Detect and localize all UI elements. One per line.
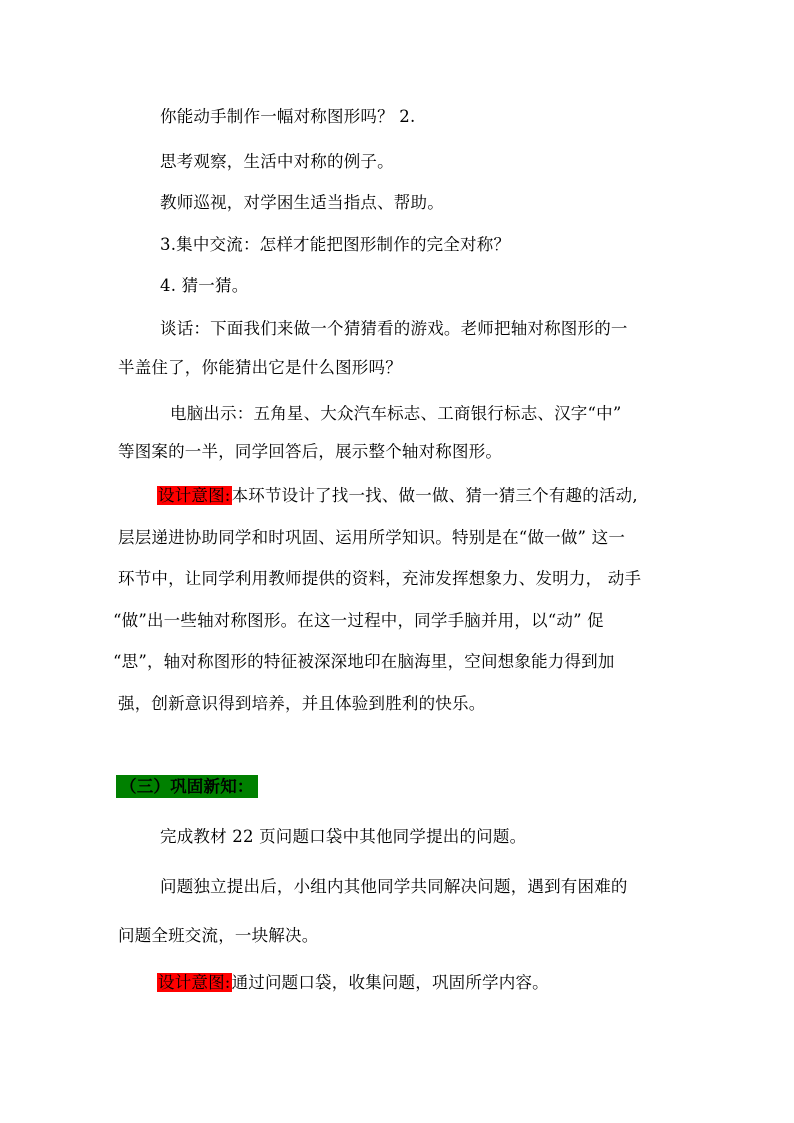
paragraph-5: 4. 猜一猜。	[160, 276, 249, 295]
paragraph-2: 思考观察，生活中对称的例子。	[160, 152, 394, 171]
paragraph-3: 教师巡视，对学困生适当指点、帮助。	[160, 193, 444, 212]
design-intent-1-line-6: 强，创新意识得到培养，并且体验到胜利的快乐。	[118, 694, 486, 713]
design-intent-label: 设计意图:	[158, 486, 231, 505]
section-heading	[116, 776, 258, 798]
design-intent-1-line-1	[157, 485, 638, 507]
paragraph-9-line-1: 问题独立提出后，小组内其他同学共同解决问题，遇到有困难的	[160, 877, 628, 896]
paragraph-6-line-1: 谈话：下面我们来做一个猜猜看的游戏。老师把轴对称图形的一	[160, 319, 628, 338]
design-intent-1-line-5: “思”，轴对称图形的特征被深深地印在脑海里，空间想象能力得到加	[113, 652, 615, 671]
design-intent-1-line-4: “做”出一些轴对称图形。在这一过程中，同学手脑并用，以“动” 促	[113, 611, 604, 630]
paragraph-1: 你能动手制作一幅对称图形吗？ 2.	[160, 107, 416, 126]
design-intent-1-line-3: 环节中，让同学利用教师提供的资料，充沛发挥想象力、发明力， 动手	[118, 569, 642, 588]
paragraph-7-line-2: 等图案的一半，同学回答后，展示整个轴对称图形。	[118, 442, 503, 461]
paragraph-8: 完成教材 22 页问题口袋中其他同学提出的问题。	[160, 827, 527, 846]
paragraph-9-line-2: 问题全班交流，一块解决。	[118, 926, 319, 945]
paragraph-7-line-1: 电脑出示：五角星、大众汽车标志、工商银行标志、汉字“中”	[170, 404, 622, 423]
paragraph-6-line-2: 半盖住了，你能猜出它是什么图形吗？	[118, 358, 402, 377]
section-3-heading: （三）巩固新知：	[116, 775, 258, 798]
design-intent-label: 设计意图:	[158, 973, 231, 992]
design-intent-2	[157, 972, 549, 994]
design-intent-text: 本环节设计了找一找、做一做、猜一猜三个有趣的活动,	[231, 486, 638, 505]
paragraph-4: 3.集中交流：怎样才能把图形制作的完全对称？	[160, 235, 511, 254]
design-intent-text: 通过问题口袋，收集问题，巩固所学内容。	[231, 973, 549, 992]
design-intent-1-line-2: 层层递进协助同学和时巩固、运用所学知识。特别是在“做一做” 这一	[118, 528, 626, 547]
